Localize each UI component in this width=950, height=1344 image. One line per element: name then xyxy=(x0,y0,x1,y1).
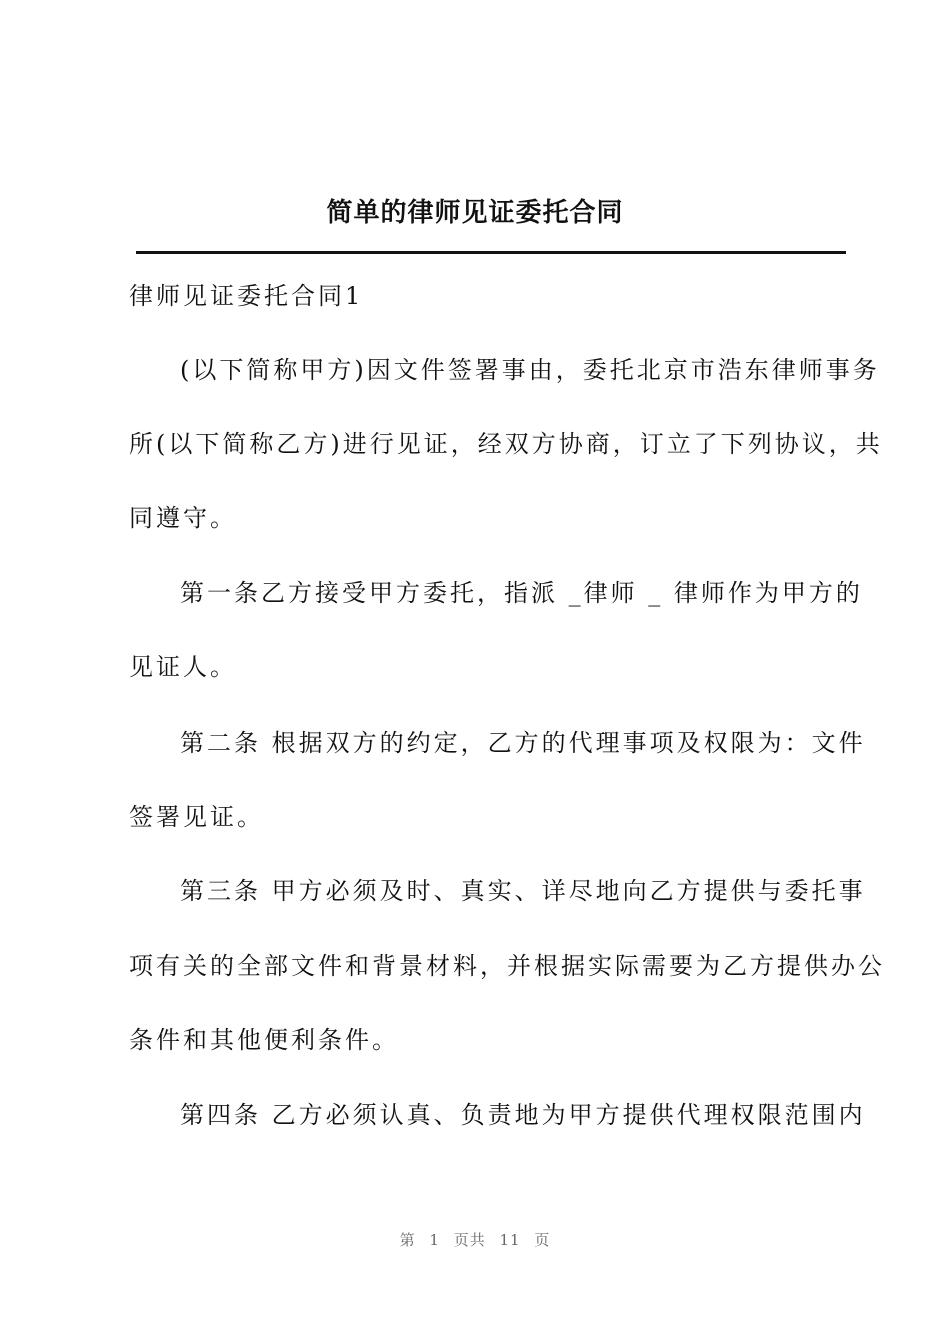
paragraph-line: 签署见证。 xyxy=(129,803,264,831)
paragraph-line: 第一条乙方接受甲方委托，指派 _律师 _ 律师作为甲方的 xyxy=(180,579,863,607)
paragraph-line: 项有关的全部文件和背景材料，并根据实际需要为乙方提供办公 xyxy=(129,952,885,980)
page-number-footer: 第 1 页共 11 页 xyxy=(399,1231,551,1249)
paragraph-line: 第三条 甲方必须及时、真实、详尽地向乙方提供与委托事 xyxy=(180,877,866,905)
paragraph-line: 见证人。 xyxy=(129,653,237,681)
paragraph-line: 所(以下简称乙方)进行见证，经双方协商，订立了下列协议，共 xyxy=(129,430,883,458)
document-title: 简单的律师见证委托合同 xyxy=(326,198,624,228)
paragraph-line: 同遵守。 xyxy=(129,504,237,532)
title-divider xyxy=(136,251,846,254)
paragraph-line: 第二条 根据双方的约定，乙方的代理事项及权限为：文件 xyxy=(180,729,866,757)
paragraph-line: 第四条 乙方必须认真、负责地为甲方提供代理权限范围内 xyxy=(180,1101,866,1129)
paragraph-line: (以下简称甲方)因文件签署事由，委托北京市浩东律师事务 xyxy=(180,356,880,384)
paragraph-line: 条件和其他便利条件。 xyxy=(129,1026,399,1054)
section-heading: 律师见证委托合同1 xyxy=(129,282,364,310)
